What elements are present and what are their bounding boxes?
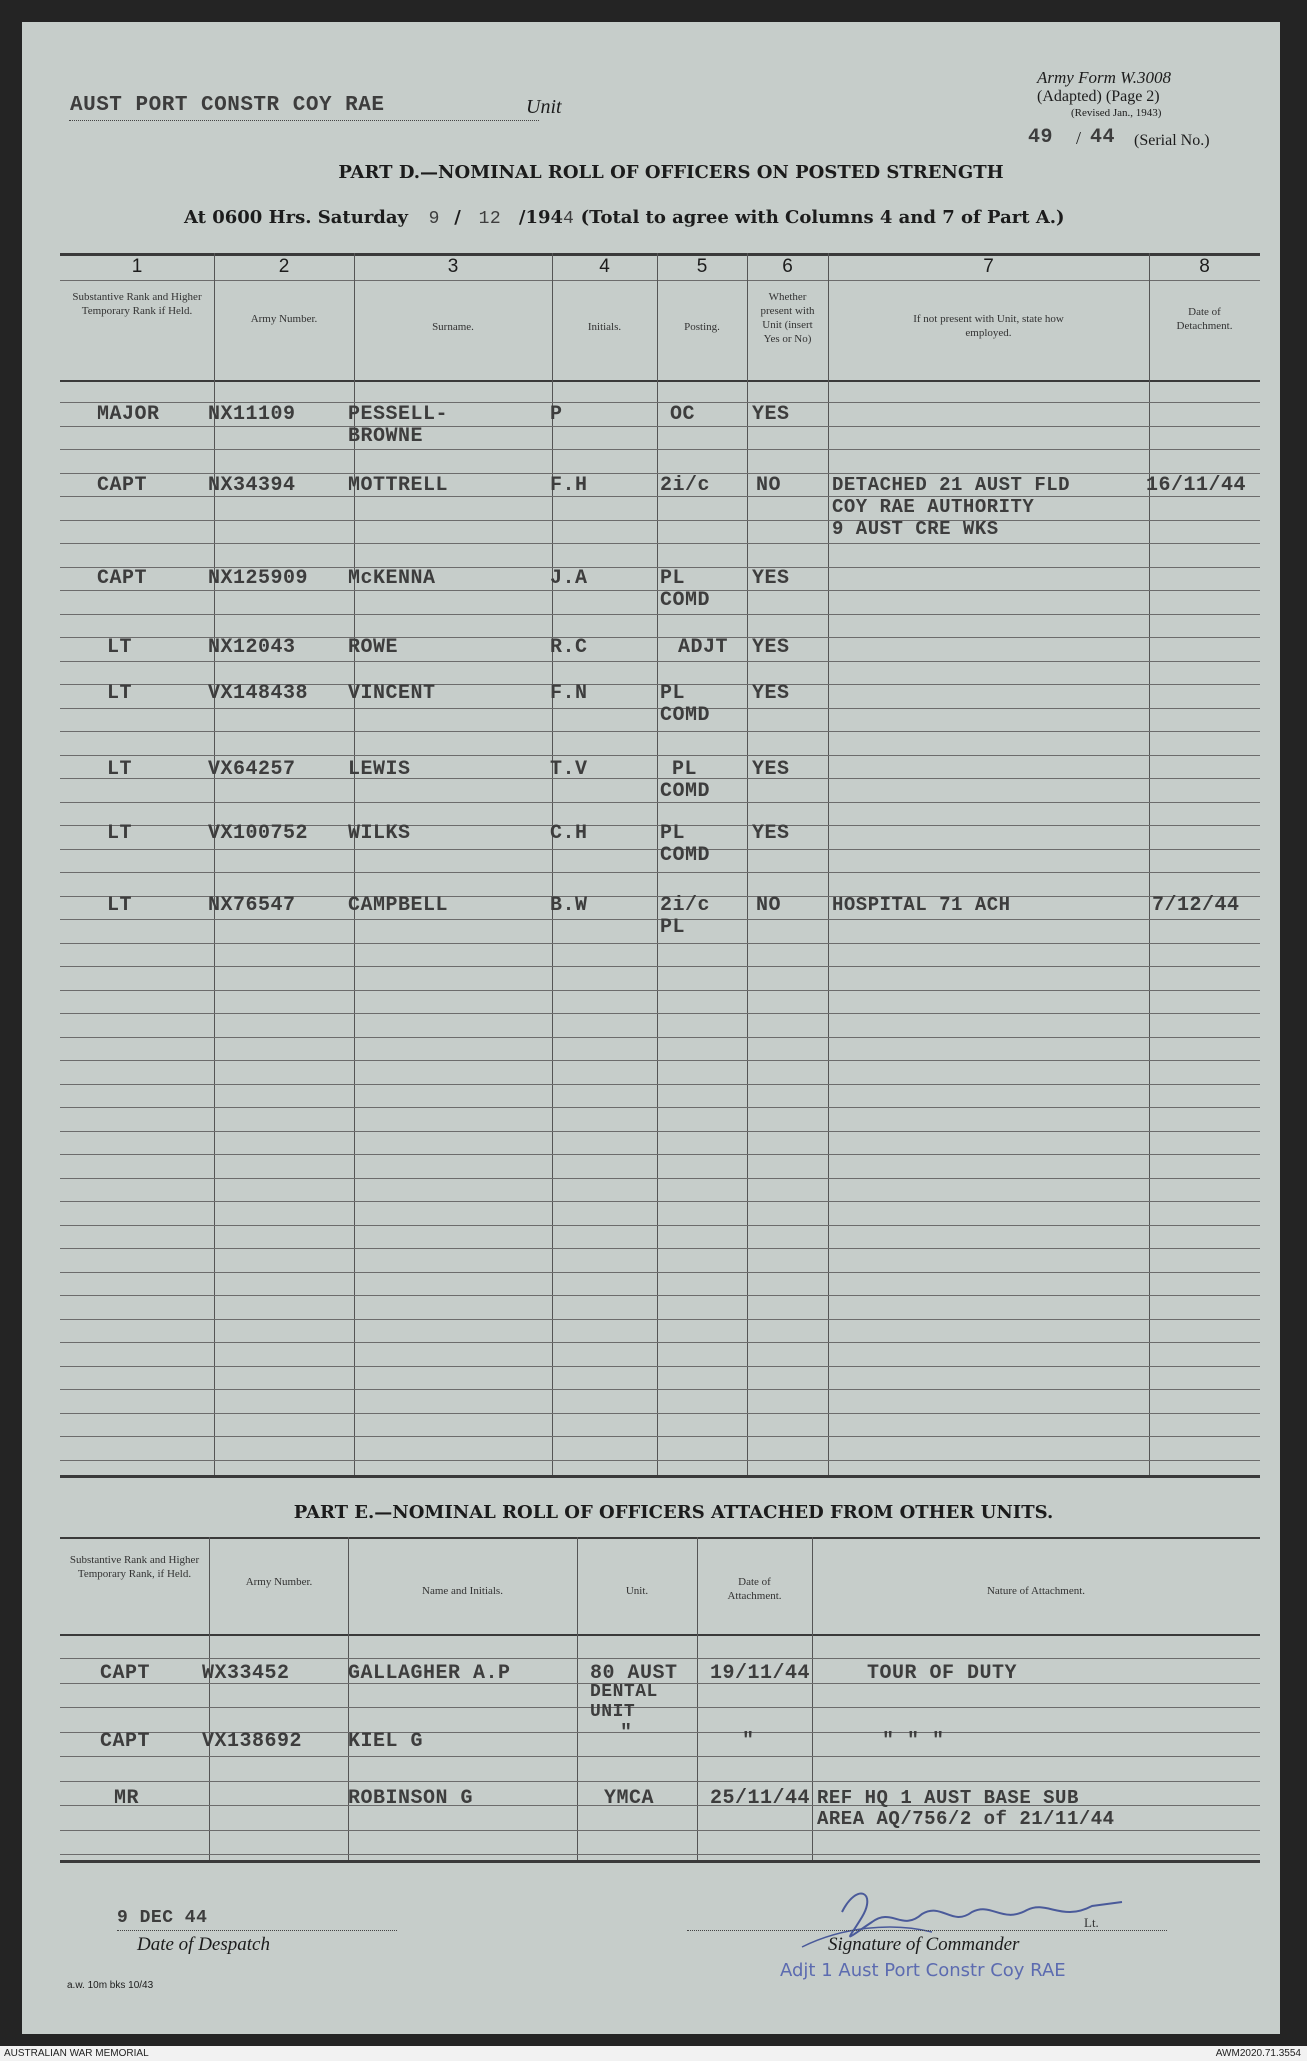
d-row2-posting: 2i/c [660, 474, 711, 497]
d-row7-posting: PL [660, 822, 686, 845]
col-divider [747, 253, 748, 1475]
ruled-line [60, 731, 1260, 732]
ruled-line [60, 661, 1260, 662]
e-header-rank: Substantive Rank and Higher Temporary Rank, if Held. [69, 1554, 200, 1580]
part-d-date-line: At 0600 Hrs. Saturday 9 / 12 /1944 (Total to agree with Columns 4 and 7 of Part A.) [184, 207, 1065, 229]
ruled-line [60, 543, 1260, 544]
d-row1-posting: OC [670, 403, 696, 426]
d-row1-surname2: BROWNE [348, 425, 424, 448]
ruled-line [60, 449, 1260, 450]
table-d-header-rule [60, 380, 1260, 382]
ruled-line [60, 1781, 1260, 1782]
col-divider [828, 253, 829, 1475]
col-number: 7 [983, 256, 994, 277]
ruled-line [60, 520, 1260, 521]
d-row8-initials: B.W [550, 894, 588, 917]
col-header-initials: Initials. [587, 321, 622, 333]
at-suffix: (Total to agree with Columns 4 and 7 of Part A.) [580, 207, 1065, 228]
d-row8-posting2: PL [660, 916, 686, 939]
d-row3-surname: McKENNA [348, 567, 436, 590]
col-number: 6 [782, 256, 793, 277]
col-divider [657, 253, 658, 1475]
ruled-line [60, 1756, 1260, 1757]
ruled-line [60, 1084, 1260, 1085]
d-row2-initials: F.H [550, 474, 588, 497]
col-number: 3 [447, 256, 459, 277]
d-row5-initials: F.N [550, 682, 588, 705]
d-row4-present: YES [752, 636, 790, 659]
e-row2-unit: " [620, 1722, 633, 1745]
footer-left: AUSTRALIAN WAR MEMORIAL [4, 2048, 149, 2059]
e-row1-unit2: DENTAL [590, 1682, 658, 1702]
d-row7-surname: WILKS [348, 822, 411, 845]
e-row3-name: ROBINSON G [348, 1787, 474, 1810]
ruled-line [60, 1707, 1260, 1708]
e-row2-date: " [742, 1730, 755, 1753]
signature-rank: Lt. [1084, 1915, 1099, 1930]
col-header-number: Army Number. [250, 313, 318, 325]
form-adapted: (Adapted) (Page 2) [1037, 88, 1160, 105]
ruled-line [60, 1248, 1260, 1249]
d-row1-rank: MAJOR [97, 403, 160, 426]
d-row3-number: NX125909 [208, 567, 309, 590]
d-row6-posting2: COMD [660, 780, 711, 803]
d-row2-date: 16/11/44 [1146, 474, 1247, 497]
month-value: 12 [478, 209, 502, 229]
ruled-line [60, 1342, 1260, 1343]
signature-dotted-line [687, 1930, 1167, 1931]
part-d-title: PART D.—NOMINAL ROLL OF OFFICERS ON POSTED STRENGTH [338, 162, 1004, 183]
d-row5-present: YES [752, 682, 790, 705]
ruled-line [60, 1178, 1260, 1179]
table-d-number-rule [60, 280, 1260, 281]
d-row3-present: YES [752, 567, 790, 590]
d-row2-number: NX34394 [208, 474, 296, 497]
col-header-employed: If not present with Unit, state how employed. [913, 313, 1064, 339]
ruled-line [60, 943, 1260, 944]
col-header-date: Date of Detachment. [1176, 306, 1233, 332]
d-row8-present: NO [756, 894, 782, 917]
d-row5-surname: VINCENT [348, 682, 436, 705]
year-prefix: 194 [525, 207, 564, 228]
col-header-present: Whether present with Unit (insert Yes or No) [760, 291, 815, 345]
d-row6-surname: LEWIS [348, 758, 411, 781]
d-row1-number: NX11109 [208, 403, 296, 426]
e-row3-nature: REF HQ 1 AUST BASE SUB [817, 1787, 1079, 1809]
ruled-line [60, 1037, 1260, 1038]
d-row1-present: YES [752, 403, 790, 426]
col-header-rank: Substantive Rank and Higher Temporary Rank if Held. [72, 291, 202, 317]
d-row3-rank: CAPT [97, 567, 148, 590]
form-name: Army Form W.3008 [1037, 68, 1171, 87]
d-row6-present: YES [752, 758, 790, 781]
d-row4-rank: LT [107, 636, 133, 659]
printer-note: a.w. 10m bks 10/43 [67, 1980, 154, 1991]
ruled-line [60, 1060, 1260, 1061]
col-number: 8 [1199, 256, 1210, 277]
table-e-header-rule [60, 1634, 1260, 1636]
d-row2-surname: MOTTRELL [348, 474, 449, 497]
d-row8-posting: 2i/c [660, 894, 711, 917]
table-e-bottom-rule [60, 1860, 1260, 1863]
d-row8-employed: HOSPITAL 71 ACH [832, 894, 1011, 916]
unit-value: AUST PORT CONSTR COY RAE [70, 94, 385, 117]
e-row2-name: KIEL G [348, 1730, 424, 1753]
d-row7-rank: LT [107, 822, 133, 845]
ruled-line [60, 966, 1260, 967]
form-revised: (Revised Jan., 1943) [1071, 107, 1162, 119]
d-row3-posting: PL [660, 567, 686, 590]
d-row3-posting2: COMD [660, 589, 711, 612]
d-row7-present: YES [752, 822, 790, 845]
d-row4-number: NX12043 [208, 636, 296, 659]
table-e-top-rule [60, 1537, 1260, 1539]
serial-label: (Serial No.) [1134, 132, 1210, 149]
ruled-line [60, 1805, 1260, 1806]
col-divider [214, 253, 215, 1475]
ruled-line [60, 1154, 1260, 1155]
e-row1-nature: TOUR OF DUTY [867, 1662, 1018, 1685]
ruled-line [60, 1295, 1260, 1296]
e-row1-number: WX33452 [202, 1662, 290, 1685]
e-row1-rank: CAPT [100, 1662, 151, 1685]
ruled-line [60, 1436, 1260, 1437]
d-row2-employed3: 9 AUST CRE WKS [832, 518, 999, 540]
col-number: 1 [131, 256, 143, 277]
e-row1-unit3: UNIT [590, 1702, 636, 1722]
d-row8-date: 7/12/44 [1152, 894, 1240, 917]
e-header-unit: Unit. [625, 1585, 649, 1597]
d-row6-number: VX64257 [208, 758, 296, 781]
ruled-line [60, 1413, 1260, 1414]
ruled-line [60, 614, 1260, 615]
e-header-date: Date of Attachment. [727, 1576, 782, 1602]
ruled-line [60, 1319, 1260, 1320]
d-row5-posting: PL [660, 682, 686, 705]
d-row7-initials: C.H [550, 822, 588, 845]
e-header-nature: Nature of Attachment. [986, 1585, 1086, 1597]
col-header-surname: Surname. [432, 321, 474, 333]
ruled-line [60, 1201, 1260, 1202]
at-prefix: At 0600 Hrs. Saturday [184, 207, 409, 228]
form-sheet [22, 22, 1280, 2034]
e-header-number: Army Number. [245, 1576, 313, 1588]
d-row3-initials: J.A [550, 567, 588, 590]
d-row1-surname: PESSELL- [348, 403, 449, 426]
d-row6-initials: T.V [550, 758, 588, 781]
part-e-title: PART E.—NOMINAL ROLL OF OFFICERS ATTACHED FROM OTHER UNITS. [293, 1502, 1054, 1523]
ruled-line [60, 1460, 1260, 1461]
d-row2-employed: DETACHED 21 AUST FLD [832, 474, 1071, 496]
col-header-posting: Posting. [684, 321, 720, 333]
e-row2-number: VX138692 [202, 1730, 303, 1753]
despatch-label: Date of Despatch [137, 1934, 270, 1955]
ruled-line [60, 1366, 1260, 1367]
ruled-line [60, 872, 1260, 873]
col-divider [1149, 253, 1150, 1475]
d-row5-posting2: COMD [660, 704, 711, 727]
despatch-value: 9 DEC 44 [117, 1908, 208, 1928]
commander-stamp: Adjt 1 Aust Port Constr Coy RAE [780, 1960, 1066, 1981]
d-row5-number: VX148438 [208, 682, 309, 705]
footer-right: AWM2020.71.3554 [1215, 2048, 1301, 2059]
unit-dotted-line [69, 120, 539, 121]
col-divider [209, 1537, 210, 1860]
d-row2-rank: CAPT [97, 474, 148, 497]
d-row7-number: VX100752 [208, 822, 309, 845]
e-row1-unit: 80 AUST [590, 1662, 678, 1685]
col-number: 2 [278, 256, 290, 277]
e-row3-nature2: AREA AQ/756/2 of 21/11/44 [817, 1808, 1115, 1830]
e-row3-rank: MR [114, 1787, 140, 1810]
col-number: 4 [599, 256, 610, 277]
e-row1-name: GALLAGHER A.P [348, 1662, 511, 1685]
footer-bar [0, 2046, 1307, 2061]
e-row2-nature: " " " [882, 1730, 945, 1753]
d-row6-rank: LT [107, 758, 133, 781]
col-divider [552, 253, 553, 1475]
d-row2-present: NO [756, 474, 782, 497]
e-row1-date: 19/11/44 [710, 1662, 811, 1685]
d-row4-posting: ADJT [678, 636, 729, 659]
signature-scrawl [782, 1872, 1162, 1972]
d-row6-posting: PL [672, 758, 698, 781]
ruled-line [60, 1389, 1260, 1390]
d-row8-rank: LT [107, 894, 133, 917]
e-row3-unit: YMCA [604, 1787, 655, 1810]
d-row2-employed2: COY RAE AUTHORITY [832, 496, 1035, 518]
despatch-dotted-line [117, 1930, 397, 1931]
d-row1-initials: P [550, 403, 563, 426]
year-digit: 4 [563, 209, 575, 229]
ruled-line [60, 1107, 1260, 1108]
ruled-line [60, 990, 1260, 991]
d-row4-initials: R.C [550, 636, 588, 659]
d-row5-rank: LT [107, 682, 133, 705]
col-divider [697, 1537, 698, 1860]
serial-b: 44 [1090, 126, 1116, 149]
table-d-bottom-rule [60, 1475, 1260, 1478]
col-number: 5 [696, 256, 708, 277]
ruled-line [60, 1272, 1260, 1273]
e-row3-date: 25/11/44 [710, 1787, 811, 1810]
d-row7-posting2: COMD [660, 844, 711, 867]
signature-label: Signature of Commander [828, 1934, 1020, 1955]
serial-slash: / [1076, 128, 1082, 148]
ruled-line [60, 1854, 1260, 1855]
day-value: 9 [428, 209, 440, 229]
d-row8-surname: CAMPBELL [348, 894, 449, 917]
unit-label: Unit [526, 96, 562, 118]
e-header-name: Name and Initials. [422, 1585, 503, 1597]
ruled-line [60, 1013, 1260, 1014]
serial-a: 49 [1028, 126, 1054, 149]
e-row2-rank: CAPT [100, 1730, 151, 1753]
ruled-line [60, 1658, 1260, 1659]
ruled-line [60, 755, 1260, 756]
ruled-line [60, 1131, 1260, 1132]
d-row8-number: NX76547 [208, 894, 296, 917]
d-row4-surname: ROWE [348, 636, 399, 659]
ruled-line [60, 1225, 1260, 1226]
